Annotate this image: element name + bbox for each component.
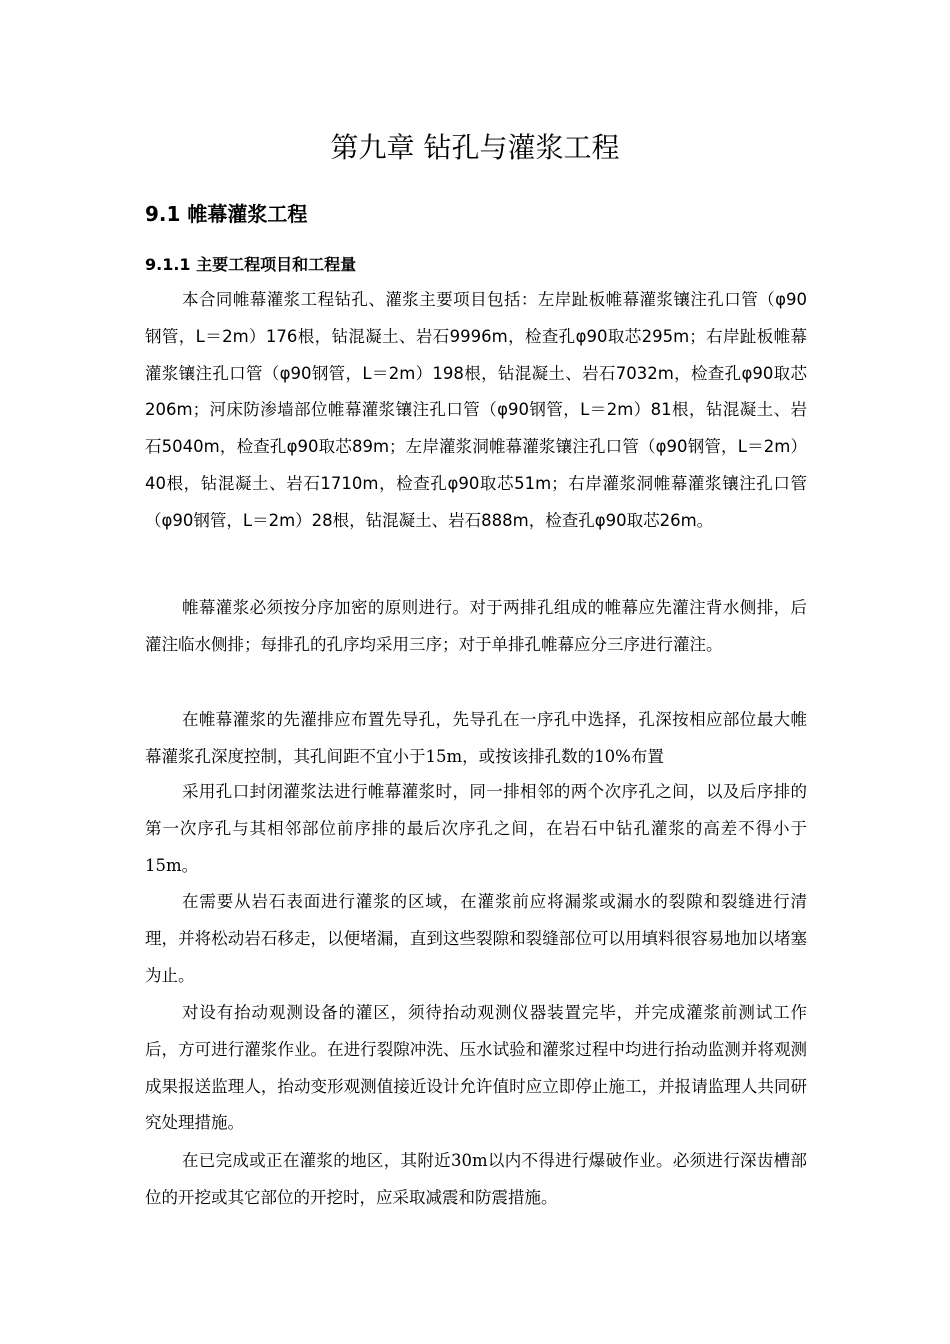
paragraph-blasting-restriction: 在已完成或正在灌浆的地区，其附近30m以内不得进行爆破作业。必须进行深齿槽部位的开挖或其它部位的开挖时，应采取减震和防震措施。 [145,1151,807,1207]
subsection-title: 9.1.1 主要工程项目和工程量 [145,255,357,274]
paragraph-work-quantities: 本合同帷幕灌浆工程钻孔、灌浆主要项目包括：左岸趾板帷幕灌浆镶注孔口管（φ90钢管，L＝2m）176根，钻混凝土、岩石9996m，检查孔φ90取芯295m；右岸趾板帷幕灌浆镶注孔口管（φ90钢管，L＝2m）198根，钻混凝土、岩石7032m，检查孔φ90取芯206m；河床防渗墙部位帷幕灌浆镶注孔口管（φ90钢管，L＝2m）81根，钻混凝土、岩石5040m，检查孔φ90取芯89m；左岸灌浆洞帷幕灌浆镶注孔口管（φ90钢管，L＝2m）40根，钻混凝土、岩石1710m，检查孔φ90取芯51m；右岸灌浆洞帷幕灌浆镶注孔口管（φ90钢管，L＝2m）28根，钻混凝土、岩石888m，检查孔φ90取芯26m。 [145,290,807,530]
chapter-title: 第九章 钻孔与灌浆工程 [330,131,620,164]
paragraph-pilot-holes: 在帷幕灌浆的先灌排应布置先导孔，先导孔在一序孔中选择，孔深按相应部位最大帷幕灌浆孔深度控制，其孔间距不宜小于15m，或按该排孔数的10%布置 [145,710,807,766]
paragraph-surface-grouting: 在需要从岩石表面进行灌浆的区域，在灌浆前应将漏浆或漏水的裂隙和裂缝进行清理，并将松动岩石移走，以便堵漏，直到这些裂隙和裂缝部位可以用填料很容易地加以堵塞为止。 [145,892,807,985]
paragraph-uplift-monitoring: 对设有抬动观测设备的灌区，须待抬动观测仪器装置完毕，并完成灌浆前测试工作后，方可进行灌浆作业。在进行裂隙冲洗、压水试验和灌浆过程中均进行抬动监测并将观测成果报送监理人，抬动变形观测值接近设计允许值时应立即停止施工，并报请监理人共同研究处理措施。 [145,1003,807,1133]
paragraph-orifice-closed-grouting: 采用孔口封闭灌浆法进行帷幕灌浆时，同一排相邻的两个次序孔之间，以及后序排的第一次序孔与其相邻部位前序排的最后次序孔之间，在岩石中钻孔灌浆的高差不得小于15m。 [145,782,807,875]
paragraph-grouting-sequence: 帷幕灌浆必须按分序加密的原则进行。对于两排孔组成的帷幕应先灌注背水侧排，后灌注临水侧排；每排孔的孔序均采用三序；对于单排孔帷幕应分三序进行灌注。 [145,598,807,654]
section-title: 9.1 帷幕灌浆工程 [145,202,308,226]
